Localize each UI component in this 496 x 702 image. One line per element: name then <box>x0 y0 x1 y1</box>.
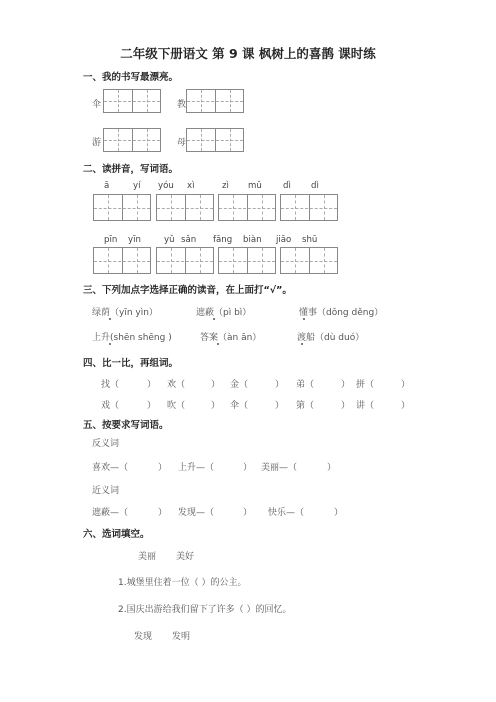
blank-close: ） <box>147 401 157 411</box>
answer-grid[interactable] <box>156 194 214 221</box>
blank-close: ） <box>158 463 168 473</box>
answer-grid[interactable] <box>93 247 151 274</box>
word-prompt: 上升—（ <box>178 463 215 473</box>
char-prompt: 伞 <box>92 100 102 110</box>
blank-close: ） <box>341 401 351 411</box>
section-6-heading: 六、选词填空。 <box>83 529 150 540</box>
word-prompt: 遮蔽—（ <box>92 508 129 518</box>
blank-close: ） <box>158 508 168 518</box>
reading-item: 上升(shēn shēng ) <box>92 333 172 343</box>
pinyin: ā <box>104 181 110 191</box>
pinyin: shū <box>302 235 318 245</box>
blank-close: ） <box>243 508 253 518</box>
blank-close: ） <box>211 380 221 390</box>
word-prompt: 快乐—（ <box>268 508 305 518</box>
pinyin: dì <box>311 181 319 191</box>
pinyin: dì <box>283 181 291 191</box>
char-prompt: 母 <box>177 138 187 148</box>
pinyin: pīn <box>104 235 118 245</box>
question-1: 1.城堡里住着一位（ ）的公主。 <box>118 578 247 588</box>
writing-grid[interactable] <box>103 128 161 152</box>
compare-char: 欢（ <box>167 380 186 390</box>
pinyin: yí <box>133 181 141 191</box>
choice-word: 美好 <box>176 552 195 562</box>
pinyin: biàn <box>243 235 262 245</box>
char-prompt: 教 <box>177 100 187 110</box>
emphasis-dot <box>303 318 305 320</box>
reading-item: 绿荫（yīn yìn） <box>92 308 158 318</box>
blank-close: ） <box>341 380 351 390</box>
blank-close: ） <box>327 463 337 473</box>
answer-grid[interactable] <box>218 247 276 274</box>
reading-item: 答案（àn ān） <box>200 333 262 343</box>
compare-char: 讲（ <box>356 401 375 411</box>
pinyin: zì <box>222 181 229 191</box>
emphasis-dot <box>109 343 111 345</box>
compare-char: 弟（ <box>296 380 315 390</box>
compare-char: 金（ <box>230 380 249 390</box>
answer-grid[interactable] <box>280 194 338 221</box>
choice-word: 发明 <box>172 632 191 642</box>
word-prompt: 发现—（ <box>178 508 215 518</box>
reading-item: 渡船（dù duó） <box>297 333 365 343</box>
char-prompt: 游 <box>92 138 102 148</box>
synonym-label: 近义词 <box>92 486 120 496</box>
answer-grid[interactable] <box>280 247 338 274</box>
writing-grid[interactable] <box>103 89 161 113</box>
pinyin: sǎn <box>181 235 197 245</box>
pinyin: fāng <box>213 235 233 245</box>
emphasis-dot <box>213 318 215 320</box>
compare-char: 伞（ <box>230 401 249 411</box>
section-5-heading: 五、按要求写词语。 <box>83 420 169 431</box>
page-title: 二年级下册语文 第 9 课 枫树上的喜鹊 课时练 <box>120 46 376 61</box>
answer-grid[interactable] <box>156 247 214 274</box>
choice-word: 美丽 <box>138 552 157 562</box>
emphasis-dot <box>109 318 111 320</box>
emphasis-dot <box>301 343 303 345</box>
reading-item: 懂事（dǒng děng） <box>299 308 384 318</box>
word-prompt: 喜欢—（ <box>92 463 129 473</box>
pinyin: yīn <box>128 235 141 245</box>
pinyin: mǔ <box>248 181 262 191</box>
pinyin: xì <box>187 181 195 191</box>
compare-char: 第（ <box>296 401 315 411</box>
blank-close: ） <box>334 508 344 518</box>
blank-close: ） <box>401 401 411 411</box>
pinyin: yǔ <box>164 235 175 245</box>
reading-item: 遮蔽（pì bì） <box>196 308 252 318</box>
writing-grid[interactable] <box>186 128 244 152</box>
compare-char: 戏（ <box>101 401 120 411</box>
question-2: 2.国庆出游给我们留下了许多（ ）的回忆。 <box>118 605 292 615</box>
answer-grid[interactable] <box>218 194 276 221</box>
blank-close: ） <box>243 463 253 473</box>
blank-close: ） <box>275 401 285 411</box>
choice-word: 发现 <box>134 632 153 642</box>
emphasis-dot <box>217 343 219 345</box>
antonym-label: 反义词 <box>92 439 120 449</box>
section-4-heading: 四、比一比，再组词。 <box>83 358 179 369</box>
blank-close: ） <box>211 401 221 411</box>
blank-close: ） <box>401 380 411 390</box>
blank-close: ） <box>275 380 285 390</box>
section-2-heading: 二、读拼音，写词语。 <box>83 164 179 175</box>
pinyin: jiāo <box>276 235 292 245</box>
pinyin: yóu <box>158 181 174 191</box>
compare-char: 找（ <box>101 380 120 390</box>
compare-char: 拼（ <box>356 380 375 390</box>
blank-close: ） <box>147 380 157 390</box>
answer-grid[interactable] <box>93 194 151 221</box>
writing-grid[interactable] <box>186 89 244 113</box>
section-3-heading: 三、下列加点字选择正确的读音，在上面打“√”。 <box>83 285 292 296</box>
section-1-heading: 一、我的书写最漂亮。 <box>83 72 179 83</box>
word-prompt: 美丽—（ <box>261 463 298 473</box>
compare-char: 吹（ <box>167 401 186 411</box>
